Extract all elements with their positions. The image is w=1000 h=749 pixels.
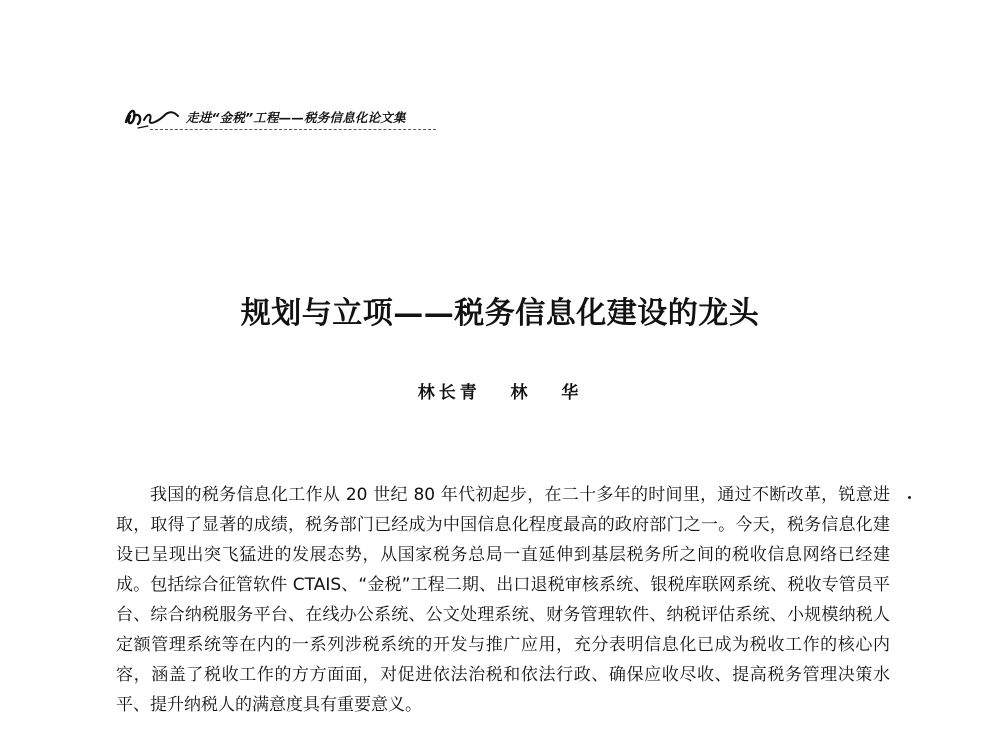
page-title: 规划与立项——税务信息化建设的龙头 xyxy=(240,296,760,332)
running-header xyxy=(122,102,438,136)
header-rule xyxy=(150,129,436,130)
authors: 林长青 林 华 xyxy=(417,383,583,403)
scan-speck xyxy=(908,496,911,499)
body-paragraph: 我国的税务信息化工作从 20 世纪 80 年代初起步，在二十多年的时间里，通过不断改革，锐意进取，取得了显著的成绩，税务部门已经成为中国信息化程度最高的政府部门之一。今天，税务信息化建设已呈现出突飞猛进的发展态势，从国家税务总局一直延伸到基层税务所之间的税收信息网络已经建成。包括综合征管软件 CTAIS、“金税”工程二期、出口退税审核系统、银税库联网系统、税收专管员平台、综合纳税服务平台、在线办公系统、公文处理系统、财务管理软件、纳税评估系统、小规模纳税人定额管理系统等在内的一系列涉税系统的开发与推广应用，充分表明信息化已成为税收工作的核心内容，涵盖了税收工作的方方面面，对促进依法治税和依法行政、确保应收尽收、提高税务管理决策水平、提升纳税人的满意度具有重要意义。 xyxy=(116,485,890,715)
series-logo-icon xyxy=(122,102,182,130)
series-title: 走进“金税”工程——税务信息化论文集 xyxy=(186,110,406,125)
